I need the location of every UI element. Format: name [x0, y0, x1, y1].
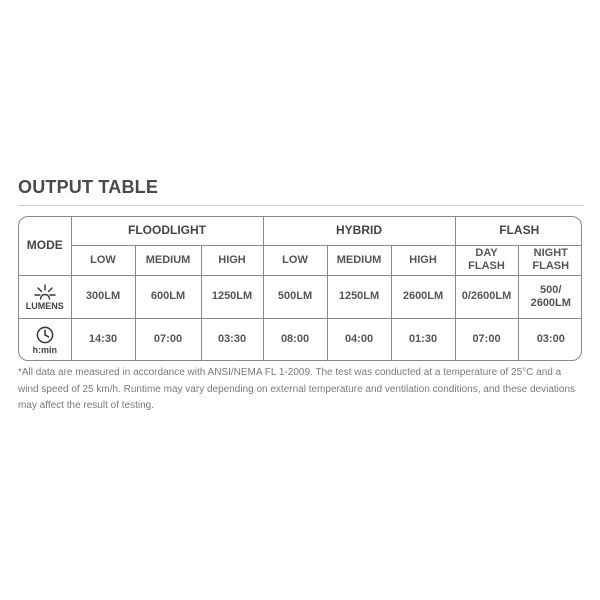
value-text: 1250LM [211, 290, 253, 303]
lumens-row [19, 275, 582, 318]
light-burst-icon [34, 284, 56, 300]
value-cell [518, 318, 582, 360]
clock-icon [36, 326, 54, 344]
value-cell [455, 275, 518, 318]
value-cell [391, 275, 455, 318]
value-cell [135, 318, 201, 360]
value-text: 03:30 [217, 332, 247, 345]
runtime-row [19, 318, 582, 360]
sub-header-cell [518, 245, 582, 275]
sub-header-cell [201, 245, 263, 275]
sub-header-text: LOW [90, 253, 116, 266]
mode-header: MODE [19, 217, 71, 275]
sub-header-text: DAY [475, 247, 498, 260]
value-cell [135, 275, 201, 318]
value-cell [518, 275, 582, 318]
sub-header-text: FLASH [468, 260, 505, 272]
value-text: 500/ [540, 283, 562, 296]
sub-header-text: HIGH [218, 253, 246, 266]
sub-header-cell [455, 245, 518, 275]
output-table [18, 216, 582, 361]
value-text: 07:00 [472, 332, 501, 345]
value-text: 14:30 [88, 332, 118, 345]
value-cell [327, 318, 391, 360]
value-cell [455, 318, 518, 360]
sub-header-cell [135, 245, 201, 275]
lumens-label: LUMENS [25, 300, 64, 311]
sub-header-row [19, 245, 582, 275]
value-cell [71, 275, 135, 318]
value-text: 300LM [85, 290, 121, 303]
runtime-label-cell [19, 318, 71, 360]
sub-header-cell [391, 245, 455, 275]
group-header-flash: FLASH [455, 217, 582, 245]
footnote: *All data are measured in accordance with ANSI/NEMA FL 1-2009. The test was conducted at a temperature of 25°C and a wind speed of 25 km/h. Runtime may vary depending on external temperature and ventilation conditions, and these deviations may affect the result of testing. [18, 367, 576, 411]
value-text: 07:00 [153, 332, 183, 345]
sub-header-text: MEDIUM [145, 253, 191, 266]
value-cell [201, 275, 263, 318]
runtime-label: h:min [32, 344, 57, 355]
sub-header-text: LOW [282, 253, 308, 266]
lumens-label-cell [19, 275, 71, 318]
title-divider [18, 205, 584, 206]
value-cell [71, 318, 135, 360]
value-cell [327, 275, 391, 318]
value-cell [263, 275, 327, 318]
value-cell [201, 318, 263, 360]
sub-header-cell [71, 245, 135, 275]
group-header-hybrid: HYBRID [263, 217, 455, 245]
value-text: 0/2600LM [461, 290, 512, 303]
value-text: 500LM [277, 290, 313, 303]
sub-header-text: FLASH [532, 260, 570, 272]
sub-header-text: HIGH [409, 253, 437, 266]
value-text: 03:00 [536, 332, 565, 345]
value-text: 2600LM [402, 290, 444, 303]
value-text: 01:30 [408, 332, 438, 345]
value-text: 600LM [150, 290, 186, 303]
sub-header-cell [327, 245, 391, 275]
value-cell [263, 318, 327, 360]
value-text: 08:00 [280, 332, 310, 345]
group-header-row [19, 217, 582, 245]
sub-header-text: NIGHT [533, 247, 568, 260]
value-text: 1250LM [338, 290, 380, 303]
value-text: 2600LM [530, 296, 571, 309]
value-text: 04:00 [344, 332, 374, 345]
sub-header-cell [263, 245, 327, 275]
sub-header-text: MEDIUM [336, 253, 382, 266]
group-header-floodlight: FLOODLIGHT [71, 217, 263, 245]
value-cell [391, 318, 455, 360]
page-title: OUTPUT TABLE [18, 177, 159, 197]
